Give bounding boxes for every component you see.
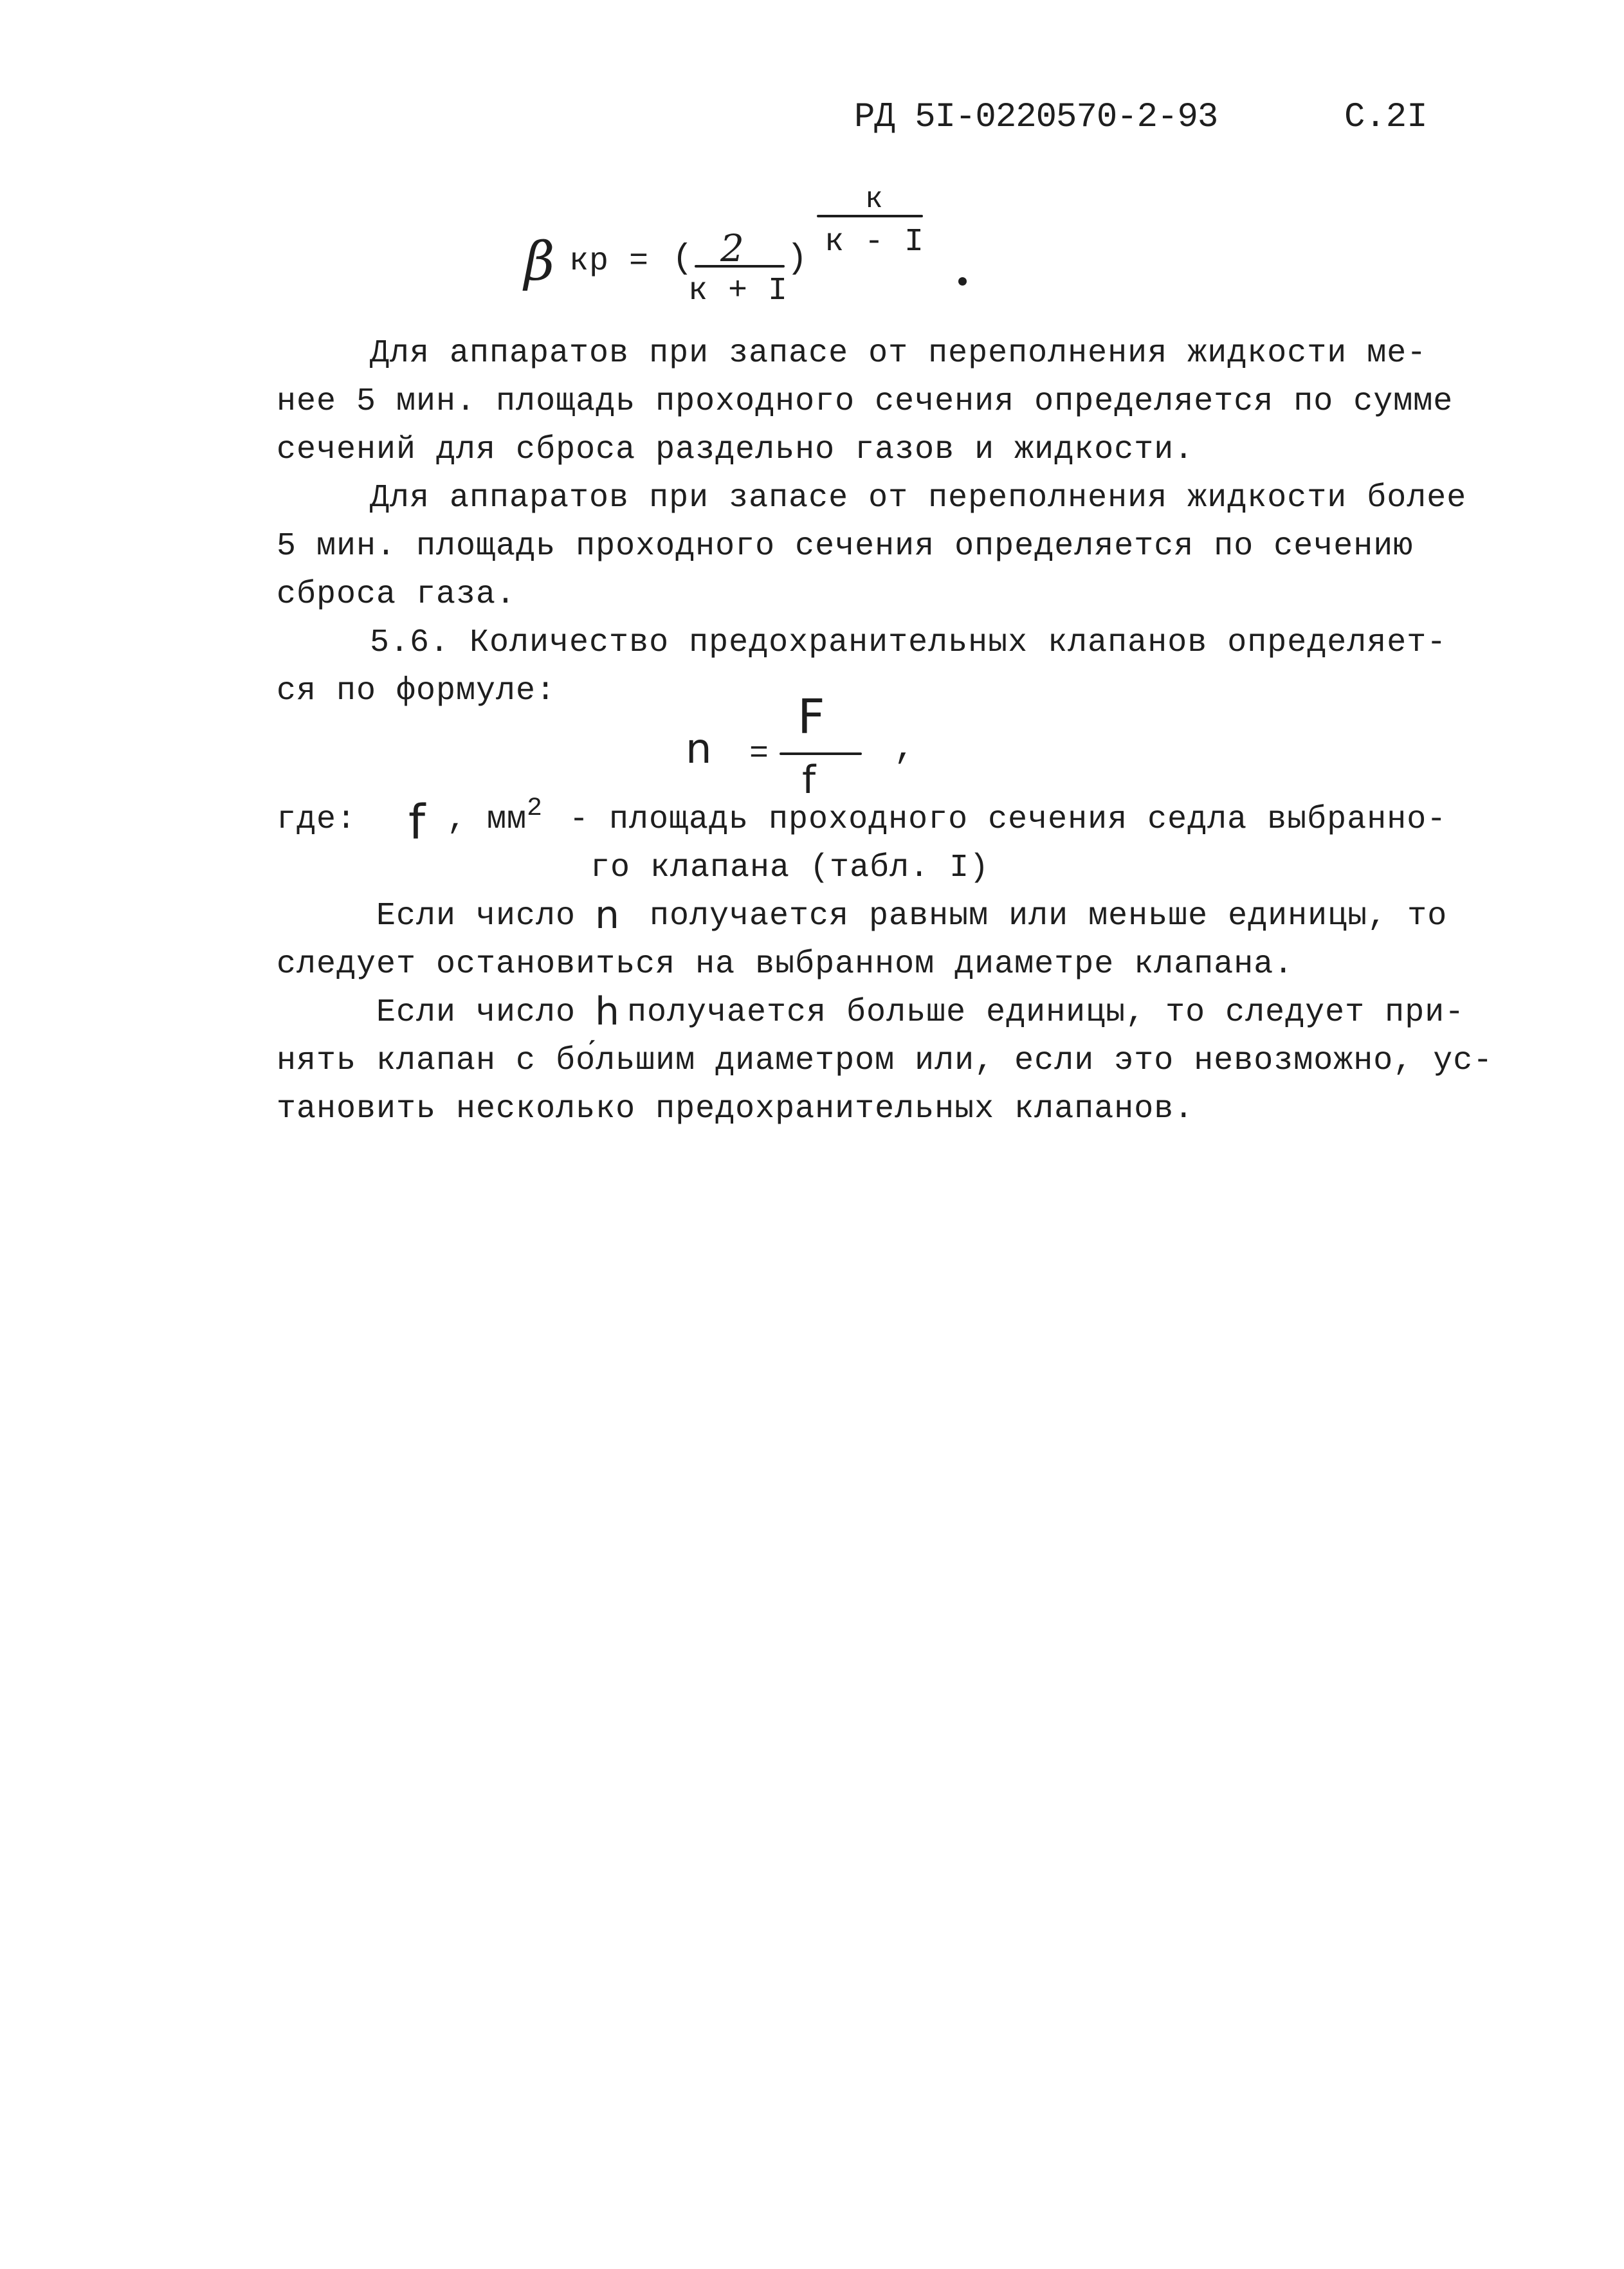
paragraph-line: сброса газа.	[277, 576, 516, 613]
formula-beta-exponent-bar	[817, 215, 923, 217]
formula-beta-open-paren: (	[672, 239, 694, 278]
paragraph-line: 5 мин. площадь проходного сечения определяется по сечению	[277, 528, 1414, 565]
definition-symbol: f	[408, 795, 426, 850]
definition-unit	[447, 794, 543, 838]
page-number: С.2I	[1344, 98, 1428, 137]
formula-n-denominator: f	[802, 758, 816, 803]
variable-h: h	[595, 989, 621, 1034]
paragraph-line: нять клапан с бо́льшим диаметром или, если это невозможно, ус-	[277, 1043, 1493, 1079]
formula-beta-exponent-denominator: к - I	[825, 224, 925, 260]
formula-beta-numerator: 2	[720, 226, 744, 270]
definition-label: где:	[277, 801, 357, 838]
paragraph-line: 5.6. Количество предохранительных клапанов определяет-	[370, 624, 1447, 661]
paragraph-line-rest: получается равным или меньше единицы, то	[650, 898, 1448, 934]
paragraph-line: нее 5 мин. площадь проходного сечения определяется по сумме	[277, 383, 1454, 420]
paragraph-line-rest: получается больше единицы, то следует при-	[627, 994, 1465, 1031]
formula-beta-denominator: к + I	[688, 273, 789, 309]
unit-power: 2	[527, 794, 543, 823]
formula-n-equals: =	[749, 736, 770, 772]
paragraph-line: тановить несколько предохранительных клапанов.	[277, 1091, 1194, 1127]
paragraph-line-start: Если число	[376, 898, 576, 934]
formula-n-lhs: n	[686, 725, 712, 773]
definition-text: - площадь проходного сечения седла выбранно-	[569, 801, 1447, 838]
formula-n-numerator: F	[798, 689, 825, 745]
formula-beta-lhs: кр =	[569, 243, 650, 280]
formula-n-fraction-bar	[780, 752, 862, 755]
variable-n: n	[595, 893, 621, 938]
paragraph-line: ся по формуле:	[277, 673, 556, 709]
formula-beta-fraction-bar	[695, 265, 785, 268]
unit-text: , мм	[447, 801, 527, 838]
document-code: РД 5I-0220570-2-93	[854, 98, 1218, 137]
paragraph-line: следует остановиться на выбранном диаметре клапана.	[277, 946, 1294, 983]
formula-beta-dot	[958, 277, 967, 286]
paragraph-line-start: Если число	[376, 994, 576, 1031]
formula-beta-exponent-numerator: к	[865, 183, 883, 216]
beta-symbol: β	[524, 232, 555, 293]
paragraph-line: Для аппаратов при запасе от переполнения жидкости ме-	[370, 335, 1427, 372]
formula-n-comma: ,	[894, 729, 916, 769]
formula-beta-close-paren: )	[787, 239, 808, 278]
definition-text-continued: го клапана (табл. I)	[590, 850, 990, 886]
paragraph-line: сечений для сброса раздельно газов и жидкости.	[277, 432, 1194, 468]
paragraph-line: Для аппаратов при запасе от переполнения жидкости более	[370, 480, 1467, 516]
